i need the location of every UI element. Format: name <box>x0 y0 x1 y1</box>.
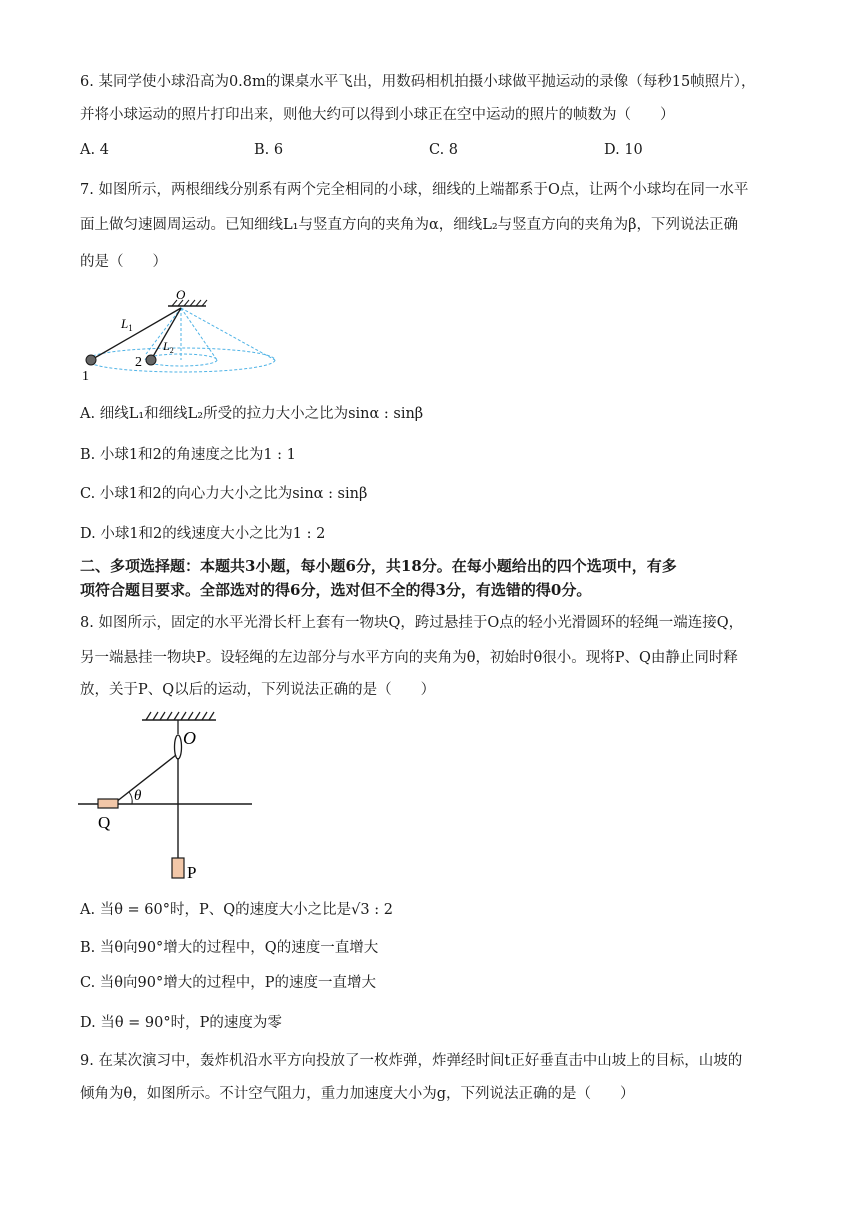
q7-stem-line-2: 面上做匀速圆周运动。已知细线L₁与竖直方向的夹角为α，细线L₂与竖直方向的夹角为β，下列说法正确 <box>80 217 739 233</box>
q7-option-d: D. 小球1和2的线速度大小之比为1 : 2 <box>80 526 326 542</box>
ball-1-label: 1 <box>82 369 89 384</box>
q6-option-d: D. 10 <box>604 142 643 158</box>
block-p-label: P <box>187 863 197 882</box>
block-p <box>172 858 184 878</box>
q7-stem-line-3: 的是（ ） <box>80 254 167 270</box>
point-o-label: O <box>183 728 196 748</box>
section-2-heading-line-1: 二、多项选择题：本题共3小题，每小题6分，共18分。在每小题给出的四个选项中，有多 <box>80 557 677 575</box>
q6-option-a: A. 4 <box>80 142 109 158</box>
q7-option-c: C. 小球1和2的向心力大小之比为sinα : sinβ <box>80 486 368 502</box>
q7-option-b: B. 小球1和2的角速度之比为1 : 1 <box>80 447 296 463</box>
q6-option-c: C. 8 <box>429 142 459 158</box>
conical-pendulum-figure <box>78 284 288 384</box>
q7-option-a: A. 细线L₁和细线L₂所受的拉力大小之比为sinα : sinβ <box>80 406 424 422</box>
q8-stem-line-1: 8. 如图所示，固定的水平光滑长杆上套有一物块Q，跨过悬挂于O点的轻小光滑圆环的轻绳一端连接Q， <box>80 615 744 631</box>
q8-option-d: D. 当θ = 90°时，P的速度为零 <box>80 1015 282 1031</box>
angle-arc <box>129 792 132 804</box>
q9-stem-line-2: 倾角为θ，如图所示。不计空气阻力，重力加速度大小为g，下列说法正确的是（ ） <box>80 1086 635 1102</box>
l1-label: $L_1$ <box>121 316 133 333</box>
q8-stem-line-3: 放，关于P、Q以后的运动，下列说法正确的是（ ） <box>80 682 436 698</box>
l2-label: $L_2$ <box>163 339 174 355</box>
pulley-figure <box>76 706 266 882</box>
q6-stem-line-2: 并将小球运动的照片打印出来，则他大约可以得到小球正在空中运动的照片的帧数为（ ） <box>80 107 675 123</box>
q7-stem-line-1: 7. 如图所示，两根细线分别系有两个完全相同的小球，细线的上端都系于O点，让两个小球均在同一水平 <box>80 182 749 198</box>
ball-2 <box>146 355 156 365</box>
theta-label: θ <box>134 788 142 804</box>
q9-stem-line-1: 9. 在某次演习中，轰炸机沿水平方向投放了一枚炸弹，炸弹经时间t正好垂直击中山坡上的目标，山坡的 <box>80 1053 743 1069</box>
q8-stem-line-2: 另一端悬挂一物块P。设轻绳的左边部分与水平方向的夹角为θ，初始时θ很小。现将P、Q由静止同时释 <box>80 650 738 666</box>
q6-stem-line-1: 6. 某同学使小球沿高为0.8m的课桌水平飞出，用数码相机拍摄小球做平抛运动的录像（每秒15帧照片）， <box>80 74 756 90</box>
rope-to-q <box>116 755 176 802</box>
ball-1 <box>86 355 96 365</box>
ball-2-label: 2 <box>135 355 142 370</box>
point-o-label: O <box>176 287 186 302</box>
q8-option-c: C. 当θ向90°增大的过程中，P的速度一直增大 <box>80 975 376 991</box>
q6-option-b: B. 6 <box>254 142 284 158</box>
block-q <box>98 799 118 808</box>
block-q-label: Q <box>98 813 111 832</box>
section-2-heading-line-2: 项符合题目要求。全部选对的得6分，选对但不全的得3分，有选错的得0分。 <box>80 581 592 599</box>
q8-option-b: B. 当θ向90°增大的过程中，Q的速度一直增大 <box>80 940 379 956</box>
q8-option-a: A. 当θ = 60°时，P、Q的速度大小之比是√3 : 2 <box>80 902 393 918</box>
